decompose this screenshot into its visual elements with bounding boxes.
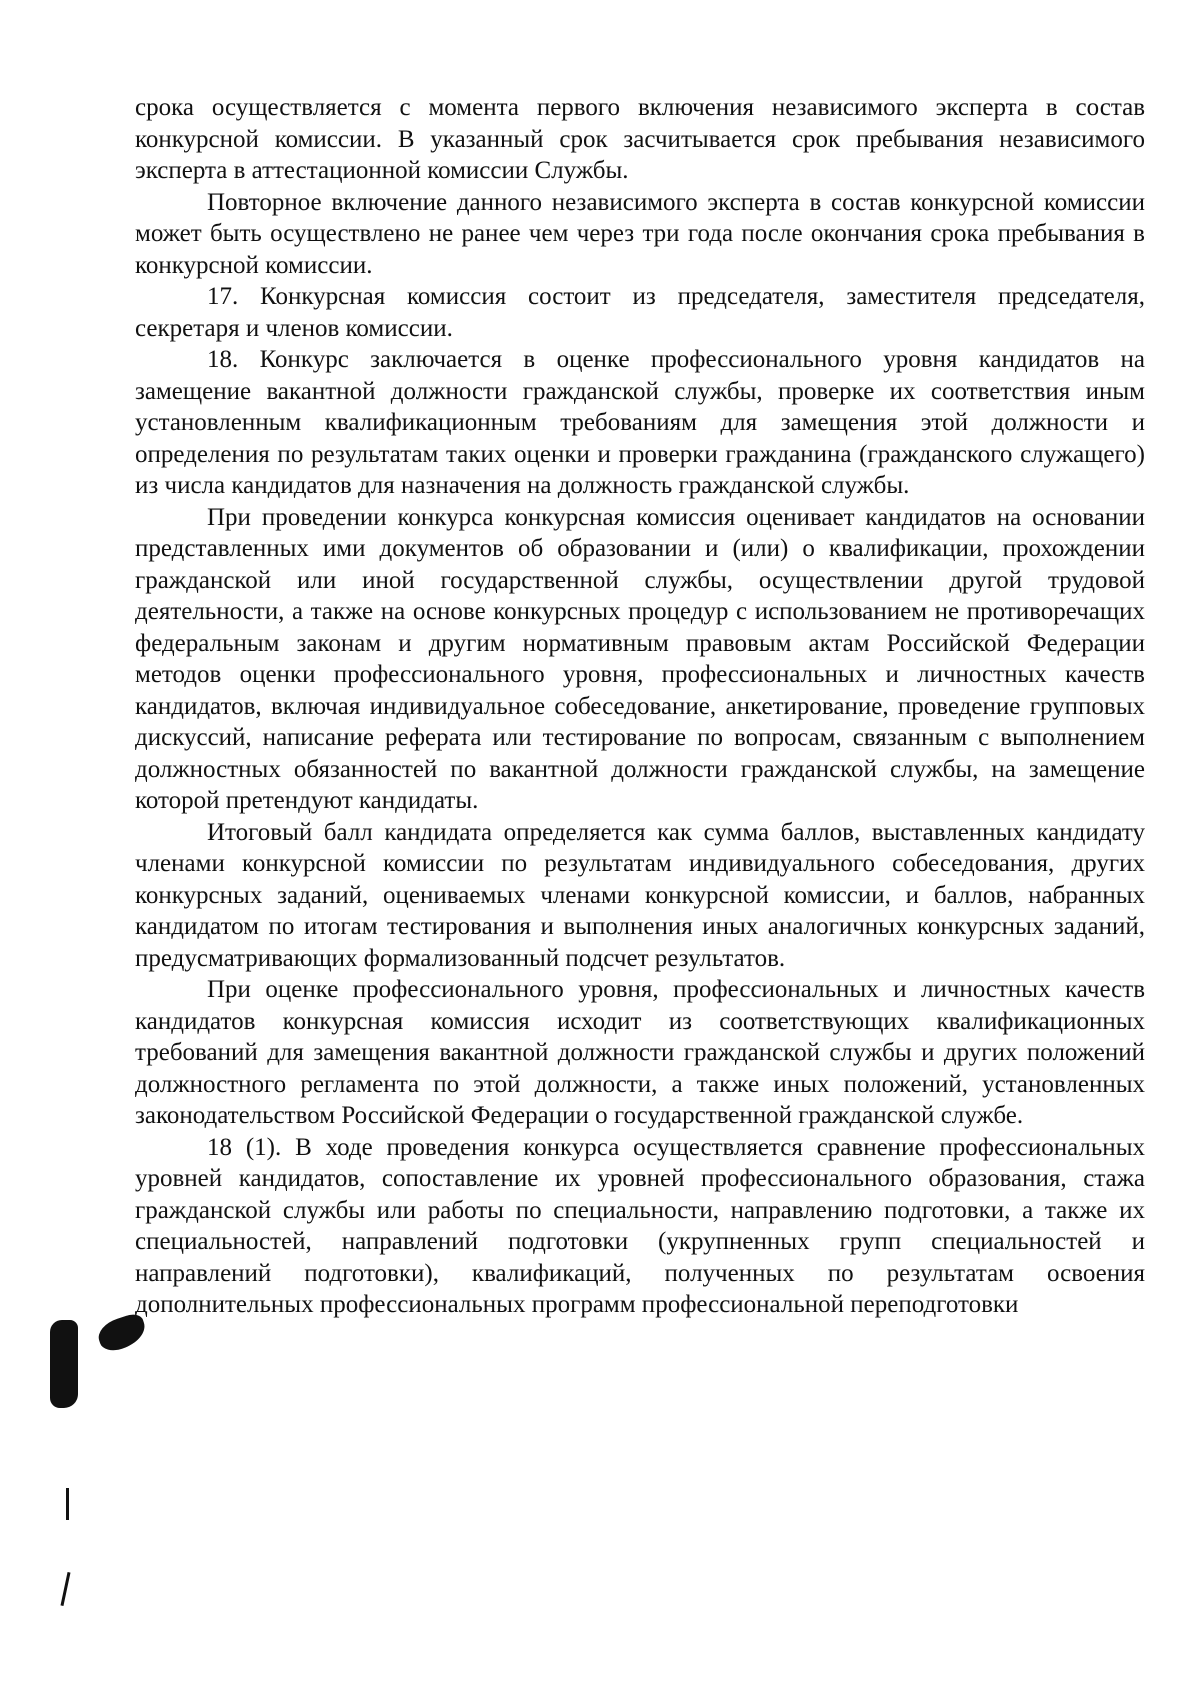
paragraph-continuation: срока осуществляется с момента первого включения независимого эксперта в состав конкурсной комиссии. В указанный срок засчитывается срок пребывания независимого эксперта в аттестационной комиссии Службы.	[135, 94, 1145, 184]
paragraph-final-score: Итоговый балл кандидата определяется как сумма баллов, выставленных кандидату членами конкурсной комиссии по результатам индивидуального собеседования, других конкурсных заданий, оцениваемых членами конкурсной комиссии, и баллов, набранных кандидатом по итогам тестирования и выполнения иных аналогичных конкурсных заданий, предусматривающих формализованный подсчет результатов.	[135, 818, 1145, 972]
scan-artifact-blob	[50, 1320, 78, 1408]
paragraph-18-1: 18 (1). В ходе проведения конкурса осуществляется сравнение профессиональных уровней кандидатов, сопоставление их уровней профессионального образования, стажа гражданской службы или работы по специальности, направлению подготовки, а также их специальностей, направлений подготовки (укрупненных групп специальностей и направлений подготовки), квалификаций, полученных по результатам освоения дополнительных профессиональных программ профессиональной переподготовки	[135, 1133, 1145, 1318]
paragraph-17: 17. Конкурсная комиссия состоит из председателя, заместителя председателя, секретаря и членов комиссии.	[135, 283, 1145, 342]
paragraph-repeat-inclusion: Повторное включение данного независимого эксперта в состав конкурсной комиссии может быть осуществлено не ранее чем через три года после окончания срока пребывания в конкурсной комиссии.	[135, 188, 1145, 279]
paragraph-assessment-basis: При оценке профессионального уровня, профессиональных и личностных качеств кандидатов конкурсная комиссия исходит из соответствующих квалификационных требований для замещения вакантной должности гражданской службы и других положений должностного регламента по этой должности, а также иных положений, установленных законодательством Российской Федерации о государственной гражданской службе.	[135, 976, 1145, 1129]
paragraph-evaluation: При проведении конкурса конкурсная комиссия оценивает кандидатов на основании представленных ими документов об образовании и (или) о квалификации, прохождении гражданской или иной государственной службы, осуществлении другой трудовой деятельности, а также на основе конкурсных процедур с использованием не противоречащих федеральным законам и другим нормативным правовым актам Российской Федерации методов оценки профессионального уровня, профессиональных и личностных качеств кандидатов, включая индивидуальное собеседование, анкетирование, проведение групповых дискуссий, написание реферата или тестирование по вопросам, связанным с выполнением должностных обязанностей по вакантной должности гражданской службы, на замещение которой претендуют кандидаты.	[135, 503, 1145, 814]
document-body	[135, 92, 1145, 1321]
scan-artifact-stroke	[60, 1572, 70, 1606]
scan-artifact-line	[66, 1488, 69, 1520]
scan-artifact-splash	[95, 1311, 150, 1354]
paragraph-18: 18. Конкурс заключается в оценке профессионального уровня кандидатов на замещение вакантной должности гражданской службы, проверке их соответствия иным установленным квалификационным требованиям для замещения этой должности и определения по результатам таких оценки и проверки гражданина (гражданского служащего) из числа кандидатов для назначения на должность гражданской службы.	[135, 346, 1145, 499]
